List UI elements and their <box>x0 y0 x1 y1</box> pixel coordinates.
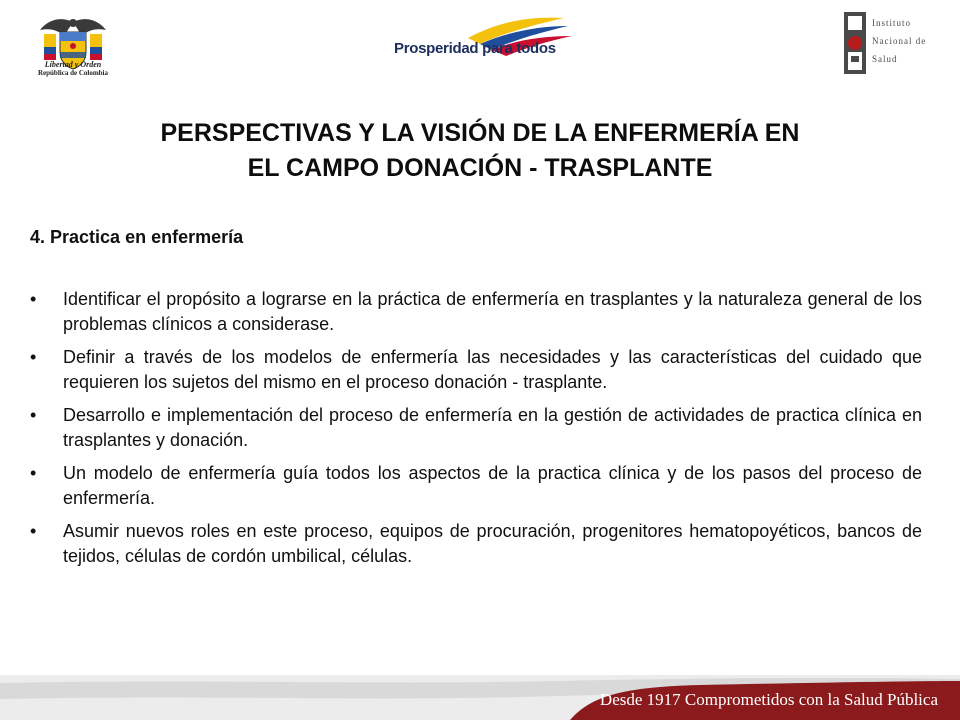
bullet-text: Identificar el propósito a lograrse en la práctica de enfermería en trasplantes y la naturaleza general de los problemas clínicos a considerase. <box>63 289 922 334</box>
logo-right-line3: Salud <box>872 54 898 64</box>
bullet-list <box>30 287 922 577</box>
logo-right-line1: Instituto <box>872 18 912 28</box>
logo-center-part2: para todos <box>478 40 556 57</box>
logo-center-part1: Prosperidad <box>394 40 479 57</box>
bullet-item <box>30 287 922 337</box>
ins-emblem-icon <box>844 12 870 74</box>
bullet-text: Definir a través de los modelos de enfermería las necesidades y las características del cuidado que requieren los sujetos del mismo en el proceso donación - trasplante. <box>63 347 922 392</box>
logo-left-line1: Libertad y Orden <box>44 60 102 69</box>
bullet-text: Un modelo de enfermería guía todos los aspectos de la practica clínica y de los pasos del proceso de enfermería. <box>63 463 922 508</box>
footer-slogan: Desde 1917 Comprometidos con la Salud Pública <box>599 690 938 709</box>
slide-title-line1: PERSPECTIVAS Y LA VISIÓN DE LA ENFERMERÍA EN <box>160 119 800 147</box>
logo-right-caption <box>872 14 926 68</box>
logo-left-line2: República de Colombia <box>37 69 108 77</box>
bullet-dot-icon: • <box>30 405 37 425</box>
bullet-text: Desarrollo e implementación del proceso de enfermería en la gestión de actividades de practica clínica en trasplantes y donación. <box>63 405 922 450</box>
logo-center-wordmark <box>394 40 556 57</box>
bullet-item <box>30 345 922 395</box>
bullet-item <box>30 461 922 511</box>
logo-right-line2: Nacional de <box>872 36 927 46</box>
bullet-dot-icon: • <box>30 289 37 309</box>
bullet-dot-icon: • <box>30 463 37 483</box>
bullet-text: Asumir nuevos roles en este proceso, equipos de procuración, progenitores hematopoyéticos, bancos de tejidos, células de cordón umbilical, células. <box>63 521 922 566</box>
bullet-item <box>30 519 922 569</box>
bullet-item <box>30 403 922 453</box>
slide-title <box>40 116 920 186</box>
logo-left-caption <box>28 60 118 78</box>
section-heading: 4. Practica en enfermería <box>30 227 244 247</box>
bullet-dot-icon: • <box>30 347 37 367</box>
bullet-dot-icon: • <box>30 521 37 541</box>
slide-title-line2: EL CAMPO DONACIÓN - TRASPLANTE <box>247 154 713 182</box>
